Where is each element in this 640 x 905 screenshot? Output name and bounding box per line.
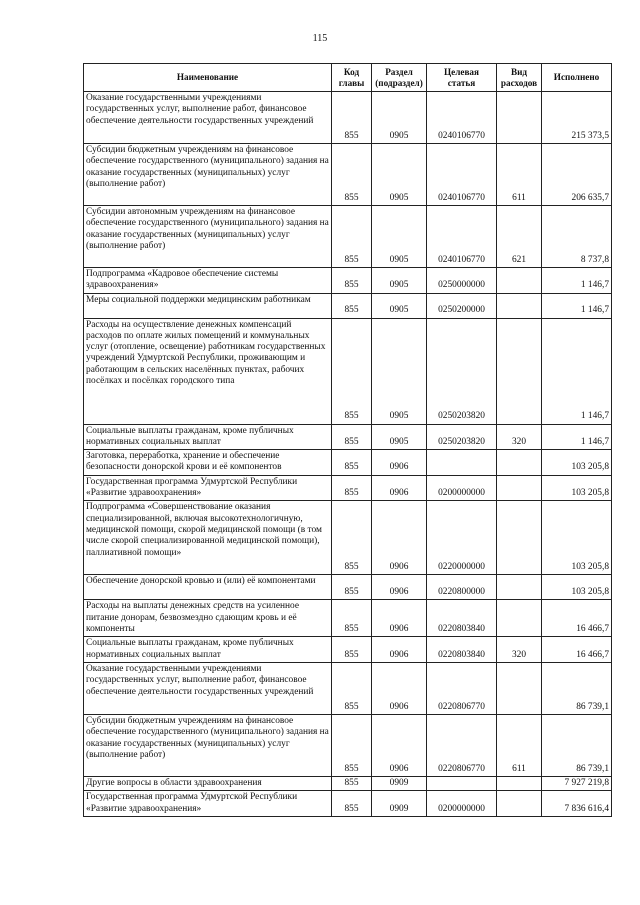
table-row bbox=[84, 637, 612, 663]
row-section: 0906 bbox=[372, 600, 427, 637]
row-code: 855 bbox=[332, 600, 372, 637]
page-number: 115 bbox=[312, 33, 328, 44]
row-amount: 8 737,8 bbox=[542, 206, 612, 268]
row-name: Меры социальной поддержки медицинским работникам bbox=[84, 293, 332, 318]
row-code: 855 bbox=[332, 293, 372, 318]
row-name: Другие вопросы в области здравоохранения bbox=[84, 776, 332, 790]
row-section: 0905 bbox=[372, 293, 427, 318]
row-target: 0200000000 bbox=[427, 475, 497, 501]
row-code: 855 bbox=[332, 318, 372, 424]
row-target: 0220806770 bbox=[427, 714, 497, 776]
row-kind: 621 bbox=[497, 206, 542, 268]
row-kind bbox=[497, 293, 542, 318]
row-target: 0250203820 bbox=[427, 318, 497, 424]
header-section: Раздел (подраздел) bbox=[372, 64, 427, 92]
row-name: Социальные выплаты гражданам, кроме публичных нормативных социальных выплат bbox=[84, 424, 332, 450]
row-target: 0240106770 bbox=[427, 144, 497, 206]
row-section: 0906 bbox=[372, 450, 427, 476]
row-name: Оказание государственными учреждениями государственных услуг, выполнение работ, финансовое обеспечение деятельности государственных учреждений bbox=[84, 92, 332, 144]
row-section: 0905 bbox=[372, 206, 427, 268]
row-code: 855 bbox=[332, 206, 372, 268]
table-row bbox=[84, 501, 612, 575]
row-code: 855 bbox=[332, 450, 372, 476]
row-section: 0905 bbox=[372, 318, 427, 424]
table-row bbox=[84, 776, 612, 790]
row-kind: 320 bbox=[497, 424, 542, 450]
row-amount: 1 146,7 bbox=[542, 293, 612, 318]
row-amount: 103 205,8 bbox=[542, 575, 612, 600]
header-kind: Вид расходов bbox=[497, 64, 542, 92]
row-target: 0220803840 bbox=[427, 637, 497, 663]
row-target: 0220000000 bbox=[427, 501, 497, 575]
row-name: Подпрограмма «Совершенствование оказания специализированной, включая высокотехнологичную, медицинской помощи, скорой медицинской помощи (в том числе скорой специализированной медицинской помощи), паллиативной помощи» bbox=[84, 501, 332, 575]
row-amount: 7 836 616,4 bbox=[542, 791, 612, 817]
row-section: 0906 bbox=[372, 714, 427, 776]
row-name: Подпрограмма «Кадровое обеспечение системы здравоохранения» bbox=[84, 268, 332, 294]
row-amount: 16 466,7 bbox=[542, 637, 612, 663]
row-target bbox=[427, 776, 497, 790]
row-amount: 103 205,8 bbox=[542, 450, 612, 476]
row-code: 855 bbox=[332, 144, 372, 206]
table-row bbox=[84, 318, 612, 424]
row-name: Субсидии автономным учреждениям на финансовое обеспечение государственного (муниципального) задания на оказание государственных (муниципальных) услуг (выполнение работ) bbox=[84, 206, 332, 268]
row-kind: 320 bbox=[497, 637, 542, 663]
row-section: 0906 bbox=[372, 475, 427, 501]
table-header-row bbox=[84, 64, 612, 92]
row-section: 0905 bbox=[372, 268, 427, 294]
row-code: 855 bbox=[332, 475, 372, 501]
header-code: Код главы bbox=[332, 64, 372, 92]
row-name: Расходы на выплаты денежных средств на усиленное питание донорам, безвозмездно сдающим кровь и её компоненты bbox=[84, 600, 332, 637]
row-amount: 86 739,1 bbox=[542, 662, 612, 714]
row-name: Государственная программа Удмуртской Республики «Развитие здравоохранения» bbox=[84, 475, 332, 501]
row-amount: 1 146,7 bbox=[542, 268, 612, 294]
row-kind bbox=[497, 450, 542, 476]
row-target: 0200000000 bbox=[427, 791, 497, 817]
row-amount: 206 635,7 bbox=[542, 144, 612, 206]
row-name: Государственная программа Удмуртской Республики «Развитие здравоохранения» bbox=[84, 791, 332, 817]
row-kind: 611 bbox=[497, 714, 542, 776]
row-kind bbox=[497, 501, 542, 575]
row-section: 0909 bbox=[372, 791, 427, 817]
row-code: 855 bbox=[332, 714, 372, 776]
row-amount: 215 373,5 bbox=[542, 92, 612, 144]
row-name: Субсидии бюджетным учреждениям на финансовое обеспечение государственного (муниципального) задания на оказание государственных (муниципальных) услуг (выполнение работ) bbox=[84, 144, 332, 206]
row-kind bbox=[497, 268, 542, 294]
row-target: 0240106770 bbox=[427, 206, 497, 268]
row-amount: 103 205,8 bbox=[542, 475, 612, 501]
row-target: 0240106770 bbox=[427, 92, 497, 144]
table-row bbox=[84, 575, 612, 600]
row-section: 0905 bbox=[372, 424, 427, 450]
header-name: Наименование bbox=[84, 64, 332, 92]
row-code: 855 bbox=[332, 501, 372, 575]
row-name: Заготовка, переработка, хранение и обеспечение безопасности донорской крови и её компонентов bbox=[84, 450, 332, 476]
row-kind bbox=[497, 475, 542, 501]
row-target: 0220806770 bbox=[427, 662, 497, 714]
row-kind bbox=[497, 776, 542, 790]
row-code: 855 bbox=[332, 575, 372, 600]
row-section: 0906 bbox=[372, 575, 427, 600]
row-name: Субсидии бюджетным учреждениям на финансовое обеспечение государственного (муниципального) задания на оказание государственных (муниципальных) услуг (выполнение работ) bbox=[84, 714, 332, 776]
row-name: Оказание государственными учреждениями государственных услуг, выполнение работ, финансовое обеспечение деятельности государственных учреждений bbox=[84, 662, 332, 714]
table-row bbox=[84, 424, 612, 450]
row-section: 0906 bbox=[372, 662, 427, 714]
table-row bbox=[84, 662, 612, 714]
row-section: 0906 bbox=[372, 637, 427, 663]
table-row bbox=[84, 268, 612, 294]
table-row bbox=[84, 144, 612, 206]
row-section: 0905 bbox=[372, 144, 427, 206]
row-target: 0250200000 bbox=[427, 293, 497, 318]
row-section: 0909 bbox=[372, 776, 427, 790]
table-row bbox=[84, 600, 612, 637]
row-code: 855 bbox=[332, 637, 372, 663]
table-row bbox=[84, 206, 612, 268]
row-section: 0906 bbox=[372, 501, 427, 575]
row-target bbox=[427, 450, 497, 476]
table-row bbox=[84, 714, 612, 776]
table-row bbox=[84, 475, 612, 501]
row-kind bbox=[497, 600, 542, 637]
row-name: Социальные выплаты гражданам, кроме публичных нормативных социальных выплат bbox=[84, 637, 332, 663]
row-kind bbox=[497, 791, 542, 817]
row-target: 0250203820 bbox=[427, 424, 497, 450]
row-code: 855 bbox=[332, 791, 372, 817]
row-amount: 1 146,7 bbox=[542, 424, 612, 450]
row-target: 0220803840 bbox=[427, 600, 497, 637]
budget-table bbox=[83, 63, 612, 817]
row-target: 0250000000 bbox=[427, 268, 497, 294]
row-name: Расходы на осуществление денежных компенсаций расходов по оплате жилых помещений и коммунальных услуг (отопление, освещение) работникам государственных учреждений Удмуртской Республики, проживающим и работающим в сельских населённых пунктах, рабочих посёлках и посёлках городского типа bbox=[84, 318, 332, 424]
table-row bbox=[84, 450, 612, 476]
header-amount: Исполнено bbox=[542, 64, 612, 92]
row-code: 855 bbox=[332, 268, 372, 294]
row-name: Обеспечение донорской кровью и (или) её компонентами bbox=[84, 575, 332, 600]
row-amount: 7 927 219,8 bbox=[542, 776, 612, 790]
row-section: 0905 bbox=[372, 92, 427, 144]
row-code: 855 bbox=[332, 662, 372, 714]
row-kind: 611 bbox=[497, 144, 542, 206]
row-amount: 103 205,8 bbox=[542, 501, 612, 575]
row-amount: 86 739,1 bbox=[542, 714, 612, 776]
row-kind bbox=[497, 318, 542, 424]
table-row bbox=[84, 293, 612, 318]
table-row bbox=[84, 791, 612, 817]
row-code: 855 bbox=[332, 776, 372, 790]
row-kind bbox=[497, 575, 542, 600]
row-code: 855 bbox=[332, 92, 372, 144]
row-kind bbox=[497, 662, 542, 714]
row-amount: 16 466,7 bbox=[542, 600, 612, 637]
row-target: 0220800000 bbox=[427, 575, 497, 600]
table-row bbox=[84, 92, 612, 144]
row-code: 855 bbox=[332, 424, 372, 450]
row-amount: 1 146,7 bbox=[542, 318, 612, 424]
header-target: Целевая статья bbox=[427, 64, 497, 92]
row-kind bbox=[497, 92, 542, 144]
